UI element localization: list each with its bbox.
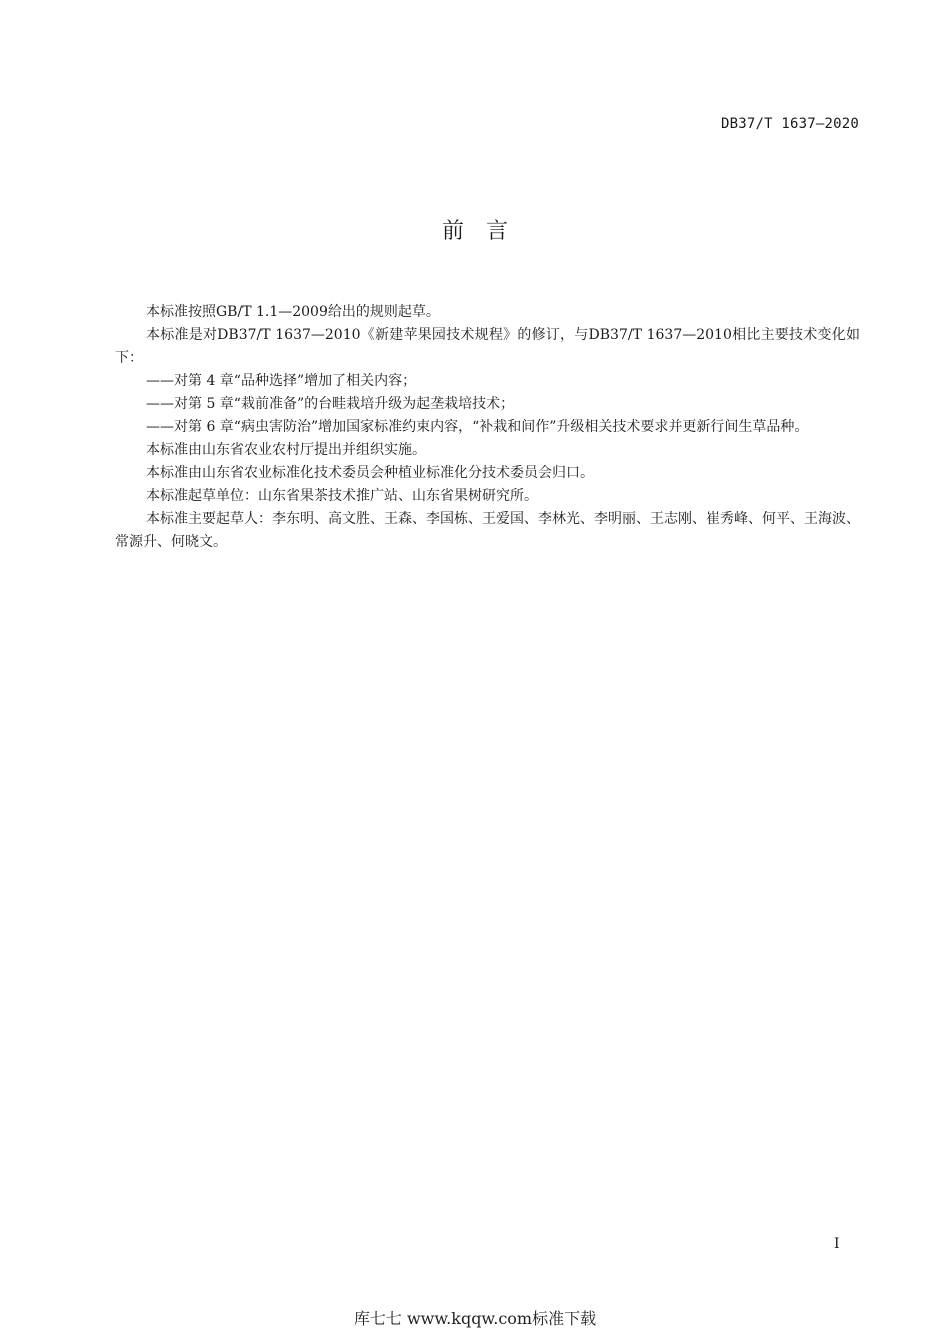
paragraph-drafters: 本标准主要起草人：李东明、高文胜、王森、李国栋、王爱国、李林光、李明丽、王志刚、崔秀峰、何平、王海波、常源升、何晓文。	[115, 511, 860, 550]
paragraph-proposer: 本标准由山东省农业农村厅提出并组织实施。	[146, 442, 426, 458]
foreword-body	[115, 301, 860, 554]
paragraph-drafting-rules: 本标准按照GB/T 1.1—2009给出的规则起草。	[146, 304, 440, 320]
change-item-chapter-4: ——对第 4 章“品种选择”增加了相关内容；	[146, 373, 417, 389]
paragraph-committee: 本标准由山东省农业标准化技术委员会种植业标准化分技术委员会归口。	[146, 465, 594, 481]
page-title: 前言	[441, 219, 530, 244]
paragraph-drafting-units: 本标准起草单位：山东省果茶技术推广站、山东省果树研究所。	[146, 488, 538, 504]
change-item-chapter-5: ——对第 5 章“栽前准备”的台畦栽培升级为起垄栽培技术；	[146, 396, 515, 412]
page-number: I	[834, 1236, 840, 1252]
footer-watermark: 库七七 www.kqqw.com标准下载	[353, 1309, 597, 1328]
change-item-chapter-6: ——对第 6 章“病虫害防治”增加国家标准约束内容，“补栽和间作”升级相关技术要求并更新行间生草品种。	[146, 419, 809, 435]
document-code: DB37/T 1637—2020	[720, 116, 859, 132]
paragraph-revision-summary: 本标准是对DB37/T 1637—2010《新建苹果园技术规程》的修订，与DB37/T 1637—2010相比主要技术变化如下：	[115, 327, 860, 366]
